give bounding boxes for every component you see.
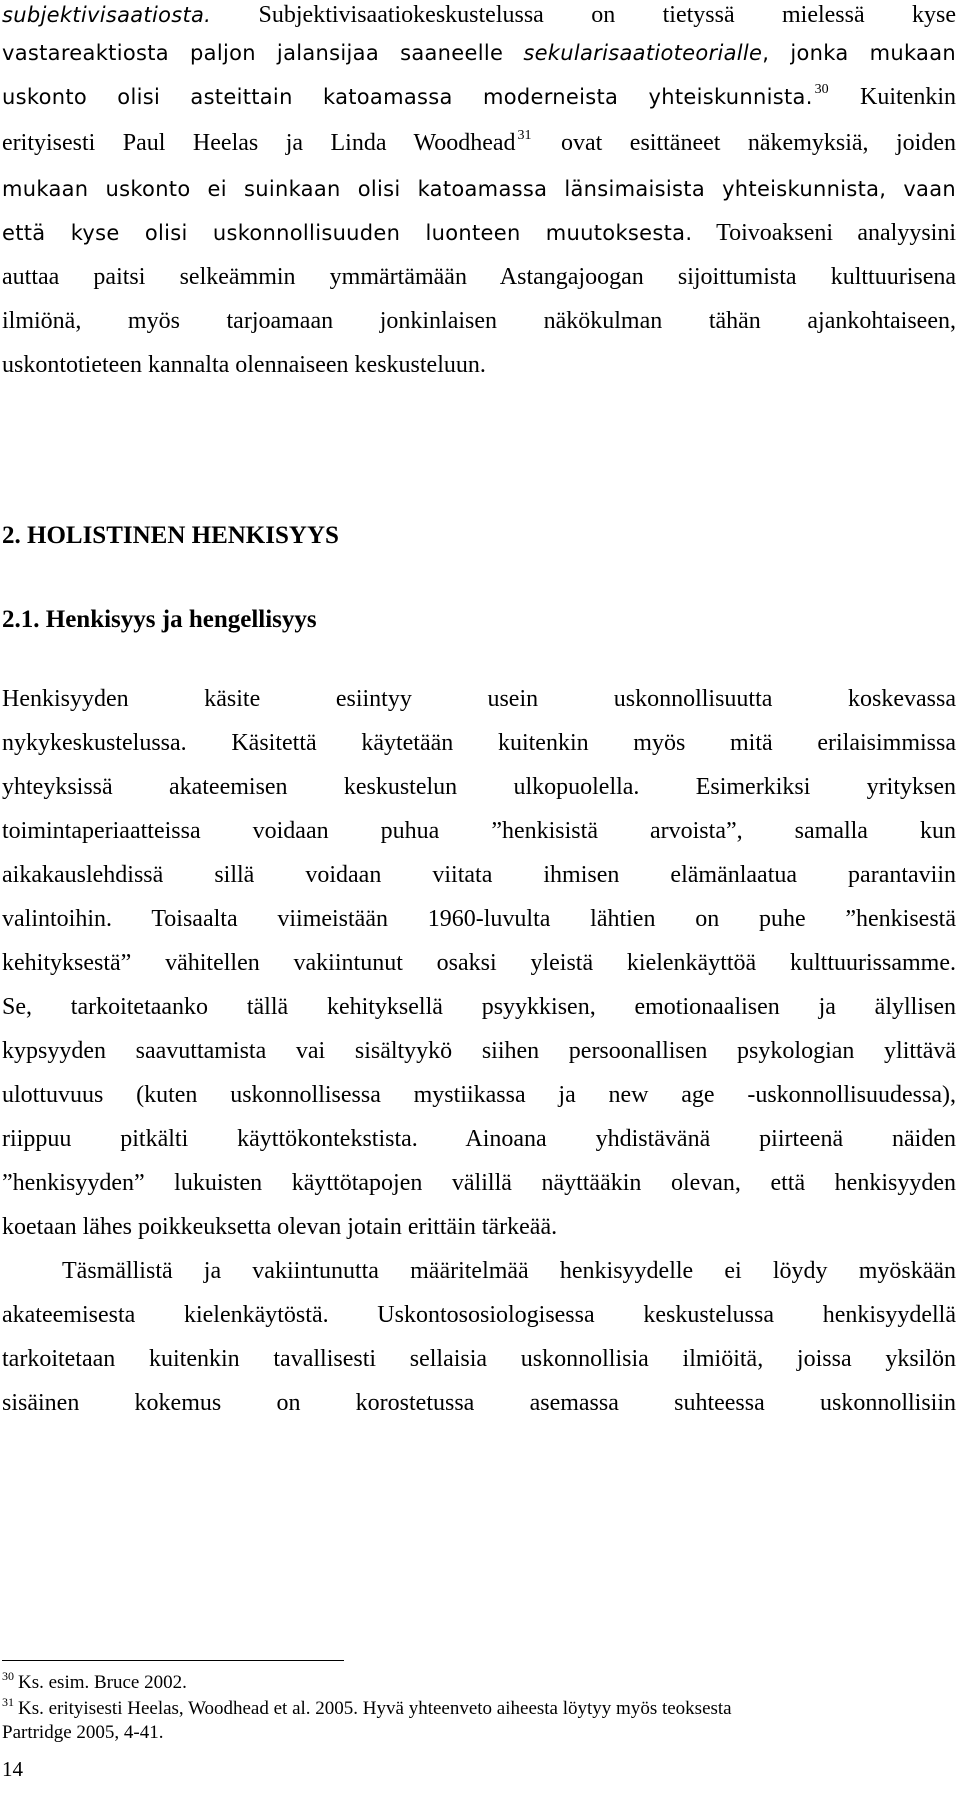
text-line: ulottuvuus (kuten uskonnollisessa mystiikassa ja new age -uskonnollisuudessa), — [2, 1082, 956, 1108]
text-line: koetaan lähes poikkeuksetta olevan jotain erittäin tärkeää. — [2, 1214, 558, 1240]
text-line: tarkoitetaan kuitenkin tavallisesti sellaisia uskonnollisia ilmiöitä, joissa yksilön — [2, 1346, 956, 1372]
footnote — [2, 1695, 956, 1721]
line-text: vastareaktiosta paljon jalansijaa saaneelle — [2, 41, 504, 65]
text-line: nykykeskustelussa. Käsitettä käytetään kuitenkin myös mitä erilaisimmissa — [2, 730, 956, 756]
footnote-number: 30 — [2, 1669, 14, 1683]
italic-text: subjektivisaatiosta. — [2, 3, 212, 27]
line-text: uskonto olisi asteittain katoamassa moderneista yhteiskunnista. — [2, 85, 813, 109]
text-line: auttaa paitsi selkeämmin ymmärtämään Astangajoogan sijoittumista kulttuurisena — [2, 264, 956, 290]
text-line: akateemisesta kielenkäytöstä. Uskontososiologisessa keskustelussa henkisyydellä — [2, 1302, 956, 1328]
text-line: Se, tarkoitetaanko tällä kehityksellä psyykkisen, emotionaalisen ja älyllisen — [2, 994, 956, 1020]
footnote-ref: 31 — [517, 128, 532, 143]
text-line: kehityksestä” vähitellen vakiintunut osaksi yleistä kielenkäyttöä kulttuurissamme. — [2, 950, 956, 976]
text-line: mukaan uskonto ei suinkaan olisi katoamassa länsimaisista yhteiskunnista, vaan — [2, 177, 956, 201]
text-line: sisäinen kokemus on korostetussa asemassa suhteessa uskonnollisiin — [2, 1390, 956, 1416]
line-text: Toivoakseni analyysini — [692, 220, 956, 246]
line-text: erityisesti Paul Heelas ja Linda Woodhead — [2, 130, 516, 156]
text-line: aikakauslehdissä sillä voidaan viitata ihmisen elämänlaatua parantaviin — [2, 862, 956, 888]
text-line: ”henkisyyden” lukuisten käyttötapojen välillä näyttääkin olevan, että henkisyyden — [2, 1170, 956, 1196]
page-number: 14 — [2, 1757, 23, 1781]
text-line: Täsmällistä ja vakiintunutta määritelmää henkisyydelle ei löydy myöskään — [62, 1258, 956, 1284]
footnote-text: Ks. esim. Bruce 2002. — [18, 1672, 187, 1693]
text-line — [2, 128, 956, 158]
text-line: riippuu pitkälti käyttökontekstista. Ainoana yhdistävänä piirteenä näiden — [2, 1126, 956, 1152]
line-text: Subjektivisaatiokeskustelussa on tietyssä mielessä kyse — [258, 2, 956, 28]
footnote-text: Partridge 2005, 4-41. — [2, 1722, 164, 1743]
section-heading: 2. HOLISTINEN HENKISYYS — [2, 522, 339, 549]
italic-text: sekularisaatioteorialle — [523, 41, 763, 65]
text-line — [2, 82, 956, 112]
line-text: Kuitenkin — [830, 84, 956, 110]
text-line: uskontotieteen kannalta olennaiseen keskusteluun. — [2, 352, 486, 378]
footnote-ref: 30 — [814, 82, 829, 97]
text-line — [2, 218, 956, 248]
footnote-divider — [2, 1660, 344, 1661]
text-line — [2, 38, 956, 68]
text-line: Henkisyyden käsite esiintyy usein uskonnollisuutta koskevassa — [2, 686, 956, 712]
text-line: kypsyyden saavuttamista vai sisältyykö siihen persoonallisen psykologian ylittävä — [2, 1038, 956, 1064]
text-line: valintoihin. Toisaalta viimeistään 1960-luvulta lähtien on puhe ”henkisestä — [2, 906, 956, 932]
footnote-text: Ks. erityisesti Heelas, Woodhead et al. 2005. Hyvä yhteenveto aiheesta löytyy myös teoksesta — [18, 1698, 732, 1719]
footnote — [2, 1722, 956, 1744]
line-text: , jonka mukaan — [762, 41, 957, 65]
line-text: ovat esittäneet näkemyksiä, joiden — [533, 130, 956, 156]
text-line: ilmiönä, myös tarjoamaan jonkinlaisen näkökulman tähän ajankohtaiseen, — [2, 308, 956, 334]
footnote-number: 31 — [2, 1695, 14, 1709]
text-line: yhteyksissä akateemisen keskustelun ulkopuolella. Esimerkiksi yrityksen — [2, 774, 956, 800]
line-text: että kyse olisi uskonnollisuuden luonteen muutoksesta. — [2, 221, 693, 245]
text-line: toimintaperiaatteissa voidaan puhua ”henkisistä arvoista”, samalla kun — [2, 818, 956, 844]
footnote — [2, 1669, 956, 1695]
subsection-heading: 2.1. Henkisyys ja hengellisyys — [2, 606, 317, 633]
text-line — [2, 0, 956, 30]
